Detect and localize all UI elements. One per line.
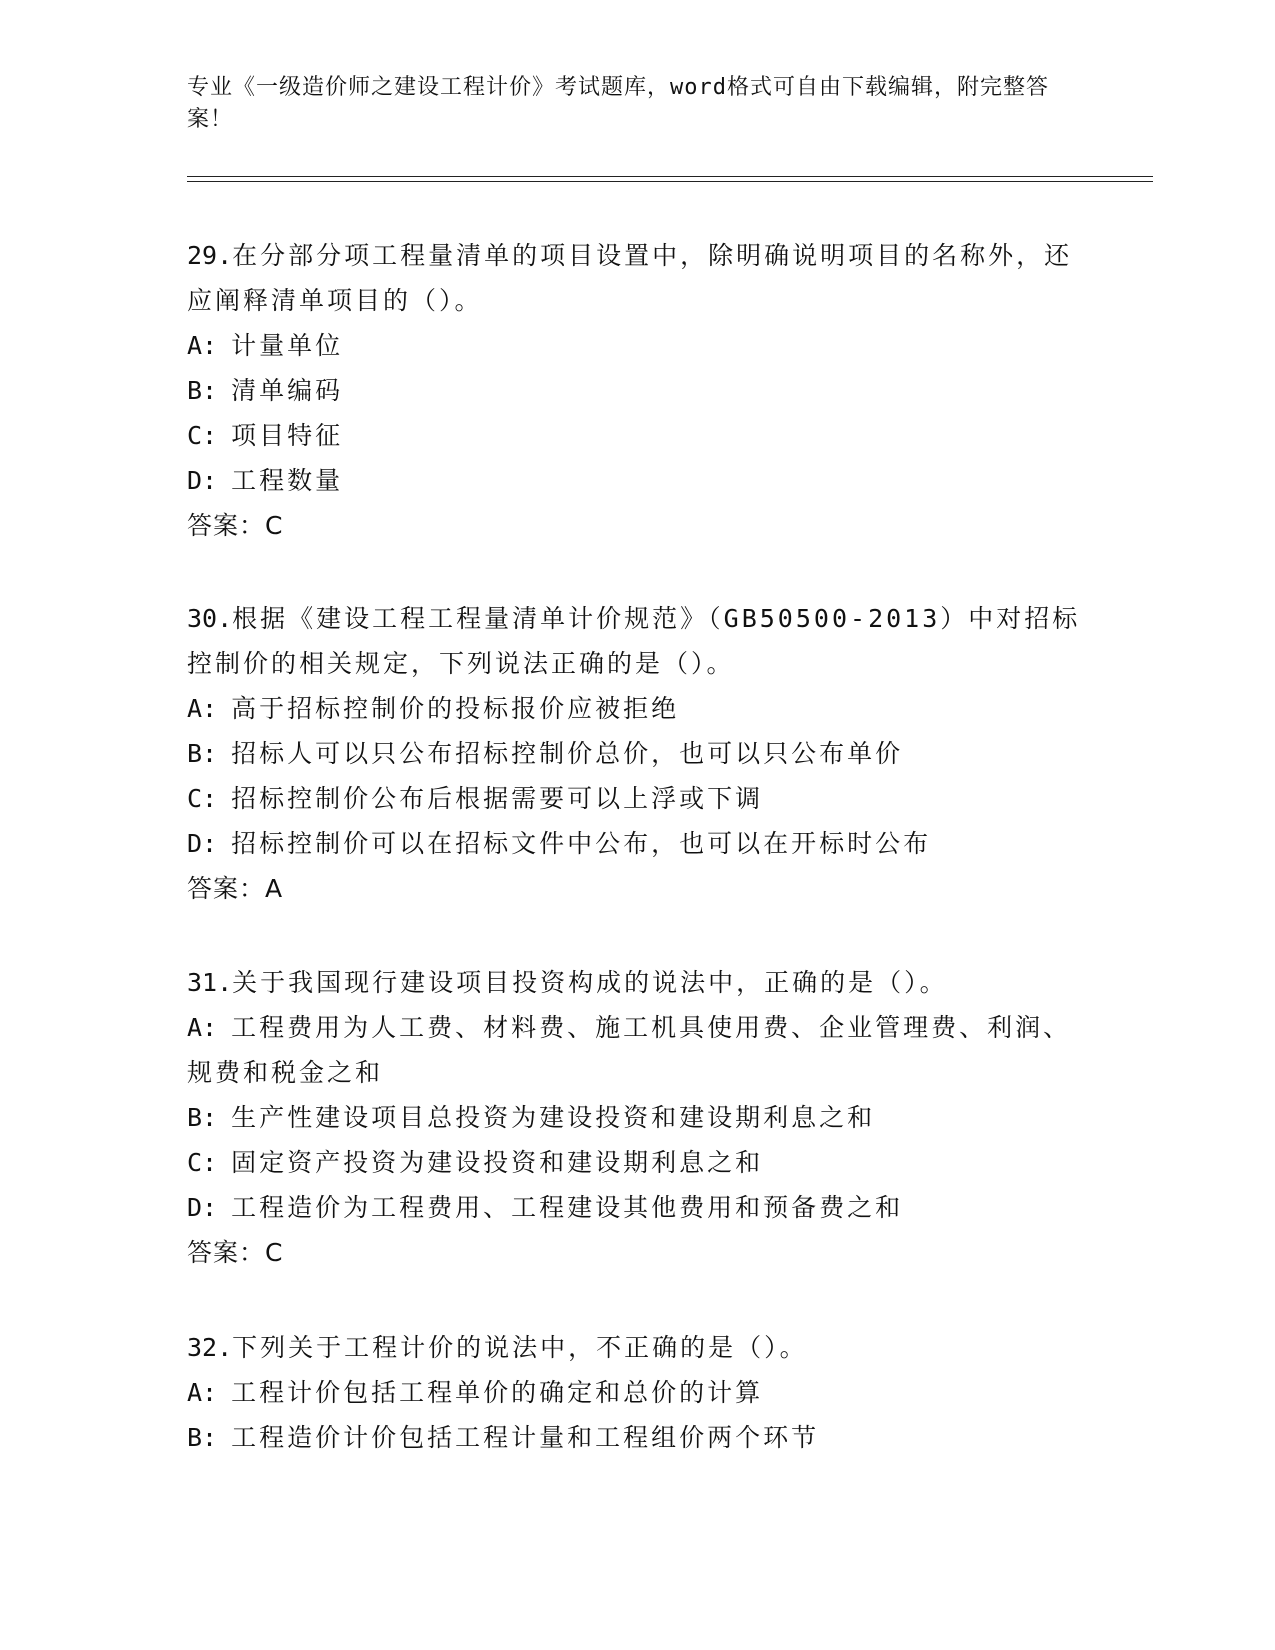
option-text: 招标控制价可以在招标文件中公布，也可以在开标时公布 (231, 829, 932, 858)
option-a (187, 1370, 1087, 1415)
option-text: 工程数量 (231, 466, 344, 495)
option-key: C: (187, 421, 218, 450)
option-a (187, 1005, 1087, 1095)
option-key: A: (187, 1013, 218, 1042)
question-32 (187, 1325, 1087, 1460)
option-a (187, 686, 1087, 731)
answer-line: 答案：A (187, 874, 284, 903)
header-rule-top (187, 176, 1153, 177)
option-key: A: (187, 1378, 218, 1407)
option-text: 固定资产投资为建设投资和建设期利息之和 (231, 1148, 764, 1177)
question-stem (187, 596, 1087, 686)
option-c (187, 776, 1087, 821)
option-key: D: (187, 1193, 218, 1222)
option-key: C: (187, 1148, 218, 1177)
option-key: C: (187, 784, 218, 813)
option-text: 项目特征 (231, 421, 344, 450)
option-b (187, 368, 1087, 413)
header-rule-bottom (187, 181, 1153, 182)
option-d (187, 821, 1087, 866)
option-b (187, 731, 1087, 776)
option-text: 工程造价计价包括工程计量和工程组价两个环节 (231, 1423, 820, 1452)
option-text: 工程计价包括工程单价的确定和总价的计算 (231, 1378, 764, 1407)
option-text: 生产性建设项目总投资为建设投资和建设期利息之和 (231, 1103, 876, 1132)
option-b (187, 1095, 1087, 1140)
question-stem (187, 1325, 1087, 1370)
option-d (187, 458, 1087, 503)
question-number: 31. (187, 968, 233, 997)
question-29 (187, 233, 1087, 548)
question-text: 根据《建设工程工程量清单计价规范》（GB50500-2013）中对招标控制价的相关规定，下列说法正确的是（）。 (187, 604, 1081, 678)
option-b (187, 1415, 1087, 1460)
option-key: D: (187, 466, 218, 495)
question-stem (187, 960, 1087, 1005)
option-key: B: (187, 376, 218, 405)
question-text: 下列关于工程计价的说法中，不正确的是（）。 (232, 1333, 808, 1362)
question-30 (187, 596, 1087, 911)
answer-line: 答案：C (187, 511, 284, 540)
option-c (187, 1140, 1087, 1185)
option-key: B: (187, 739, 218, 768)
option-text: 工程费用为人工费、材料费、施工机具使用费、企业管理费、利润、规费和税金之和 (187, 1013, 1072, 1087)
option-text: 清单编码 (231, 376, 344, 405)
option-key: A: (187, 331, 218, 360)
option-d (187, 1185, 1087, 1230)
option-text: 高于招标控制价的投标报价应被拒绝 (231, 694, 680, 723)
option-key: B: (187, 1103, 218, 1132)
option-key: B: (187, 1423, 218, 1452)
option-key: A: (187, 694, 218, 723)
question-number: 30. (187, 604, 233, 633)
option-text: 招标人可以只公布招标控制价总价，也可以只公布单价 (231, 739, 904, 768)
document-header: 专业《一级造价师之建设工程计价》考试题库，word格式可自由下载编辑，附完整答案！ (187, 75, 1049, 132)
option-key: D: (187, 829, 218, 858)
option-c (187, 413, 1087, 458)
question-number: 32. (187, 1333, 233, 1362)
question-stem (187, 233, 1087, 323)
question-number: 29. (187, 241, 233, 270)
answer-line: 答案：C (187, 1238, 284, 1267)
option-text: 计量单位 (231, 331, 344, 360)
question-text: 关于我国现行建设项目投资构成的说法中，正确的是（）。 (232, 968, 948, 997)
question-text: 在分部分项工程量清单的项目设置中，除明确说明项目的名称外，还应阐释清单项目的（）。 (187, 241, 1073, 315)
option-a (187, 323, 1087, 368)
question-31 (187, 960, 1087, 1275)
option-text: 招标控制价公布后根据需要可以上浮或下调 (231, 784, 764, 813)
option-text: 工程造价为工程费用、工程建设其他费用和预备费之和 (231, 1193, 904, 1222)
